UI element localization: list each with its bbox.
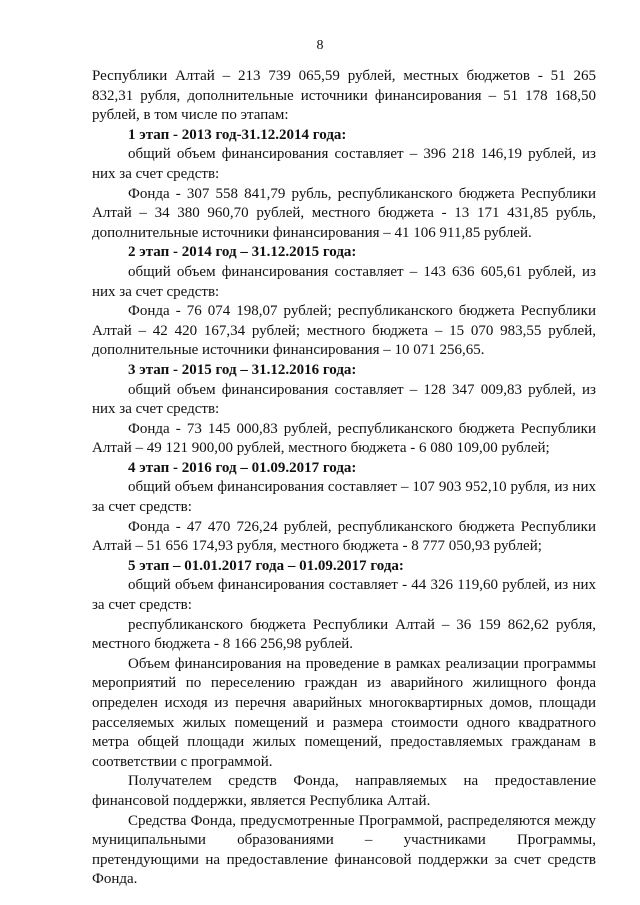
stage-4-sources-paragraph: Фонда - 47 470 726,24 рублей, республиканского бюджета Республики Алтай – 51 656 174,93 рубля, местного бюджета - 8 777 050,93 рублей; — [92, 518, 596, 555]
stage-4-heading: 4 этап - 2016 год – 01.09.2017 года: — [128, 459, 357, 476]
stage-5-sources-paragraph: республиканского бюджета Республики Алтай – 36 159 862,62 рубля, местного бюджета - 8 166 256,98 рублей. — [92, 616, 596, 653]
stage-5-heading: 5 этап – 01.01.2017 года – 01.09.2017 года: — [128, 557, 404, 574]
stage-2-sources-paragraph: Фонда - 76 074 198,07 рублей; республиканского бюджета Республики Алтай – 42 420 167,34 рублей; местного бюджета – 15 070 983,55 рублей, дополнительные источники финансирования – 10 071 256,65. — [92, 303, 596, 359]
funding-volume-paragraph: Объем финансирования на проведение в рамках реализации программы мероприятий по переселению граждан из аварийного жилищного фонда определен исходя из перечня аварийных многоквартирных домов, площади расселяемых жилых помещений и размера стоимости одного квадратного метра общей площади жилых помещений, предоставляемых гражданам в соответствии с программой. — [92, 655, 596, 770]
page-number: 8 — [316, 38, 324, 53]
fund-distribution-paragraph: Средства Фонда, предусмотренные Программой, распределяются между муниципальными образованиями – участниками Программы, претендующими на предоставление финансовой поддержки за счет средств Фонда. — [92, 812, 596, 888]
stage-3-heading: 3 этап - 2015 год – 31.12.2016 года: — [128, 361, 357, 378]
stage-2-total-paragraph: общий объем финансирования составляет – 143 636 605,61 рублей, из них за счет средств: — [92, 263, 596, 300]
stage-1-heading: 1 этап - 2013 год-31.12.2014 года: — [128, 126, 347, 143]
funding-summary-paragraph: Республики Алтай – 213 739 065,59 рублей, местных бюджетов - 51 265 832,31 рубля, дополнительные источники финансирования – 51 178 168,50 рублей, в том числе по этапам: — [92, 68, 596, 124]
stage-3-total-paragraph: общий объем финансирования составляет – 128 347 009,83 рублей, из них за счет средств: — [92, 381, 596, 418]
stage-5-total-paragraph: общий объем финансирования составляет - 44 326 119,60 рублей, из них за счет средств: — [92, 577, 596, 614]
stage-2-heading: 2 этап - 2014 год – 31.12.2015 года: — [128, 244, 357, 261]
stage-4-total-paragraph: общий объем финансирования составляет – 107 903 952,10 рубля, из них за счет средств: — [92, 479, 596, 516]
stage-1-sources-paragraph: Фонда - 307 558 841,79 рубль, республиканского бюджета Республики Алтай – 34 380 960,70 рублей, местного бюджета - 13 171 431,85 рубль, дополнительные источники финансирования – 41 106 911,85 рублей. — [92, 185, 596, 241]
stage-3-sources-paragraph: Фонда - 73 145 000,83 рублей, республиканского бюджета Республики Алтай – 49 121 900,00 рублей, местного бюджета - 6 080 109,00 рублей; — [92, 420, 596, 457]
stage-1-total-paragraph: общий объем финансирования составляет – 396 218 146,19 рублей, из них за счет средств: — [92, 146, 596, 182]
document-body — [92, 67, 596, 890]
fund-recipient-paragraph: Получателем средств Фонда, направляемых на предоставление финансовой поддержки, является Республика Алтай. — [92, 773, 596, 809]
